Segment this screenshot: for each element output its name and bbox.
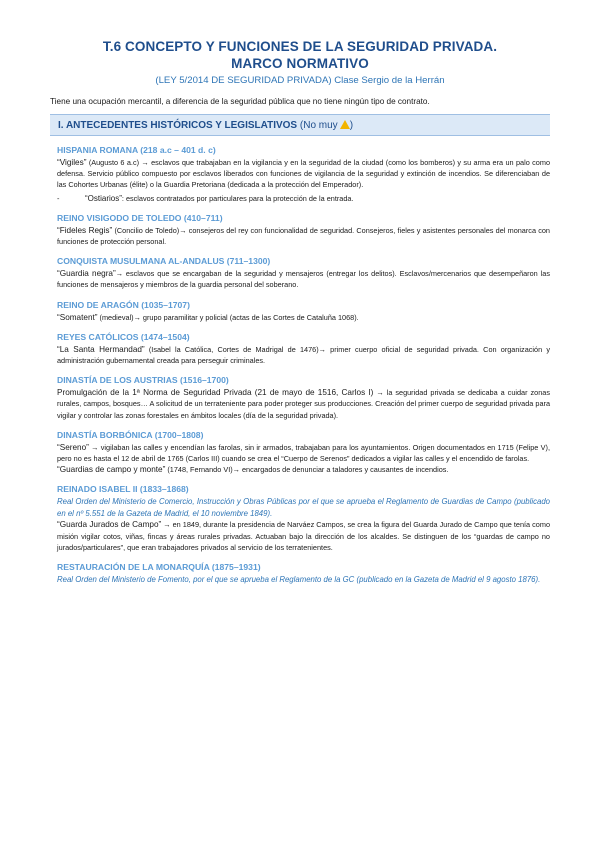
title-line-2: MARCO NORMATIVO <box>231 56 369 71</box>
paragraph-aragon: “Somatent” (medieval)→ grupo paramilitar y policial (actas de las Cortes de Cataluña 1068). <box>57 312 359 322</box>
warning-icon <box>340 120 350 129</box>
heading-aragon: REINO DE ARAGÓN (1035–1707) <box>57 299 190 310</box>
document-subtitle: (LEY 5/2014 DE SEGURIDAD PRIVADA) Clase Sergio de la Herrán <box>155 75 445 86</box>
heading-isabel: REINADO ISABEL II (1833–1868) <box>57 484 189 495</box>
decree-isabel: Real Orden del Ministerio de Comercio, Instrucción y Obras Públicas por el que se aprueba el Reglamento de Guardias de Campo (publicado en el nº 5.551 de la Gazeta de Madrid, el 10 noviembre 1849). <box>57 497 550 518</box>
paragraph-andalus: “Guardia negra”→ esclavos que se encargaban de la seguridad y mensajeros (entregar los delitos). Esclavos/mercenarios que desempeñaron las funciones de mensajeros y miembros de la guardia personal del soberano. <box>57 269 550 290</box>
list-item-ostiarios: - “Ostiarios”: esclavos contratados por particulares para la protección de la entrada. <box>57 193 354 203</box>
heading-austrias: DINASTÍA DE LOS AUSTRIAS (1516–1700) <box>57 375 229 386</box>
heading-restauracion: RESTAURACIÓN DE LA MONARQUÍA (1875–1931) <box>57 562 261 573</box>
heading-hispania: HISPANIA ROMANA (218 a.c – 401 d. c) <box>57 145 216 155</box>
heading-catolicos: REYES CATÓLICOS (1474–1504) <box>57 331 190 342</box>
paragraph-austrias: Promulgación de la 1ª Norma de Seguridad Privada (21 de mayo de 1516, Carlos I) → la seguridad privada se dedicaba a cuidar zonas rurales, campos, bosques… A solicitud de un terrateniente para poder proteger sus producciones. Creación del primer cuerpo de seguridad privada para vigilar y controlar las zonas forestales en ámbitos locales (día de la seguridad privada). <box>57 388 551 420</box>
paragraph-catolicos: “La Santa Hermandad” (Isabel la Católica, Cortes de Madrigal de 1476)→ primer cuerpo oficial de seguridad privada. Con organización y administración gubernamental creada para perseguir criminales. <box>57 344 550 366</box>
paragraph-hispania: “Vigiles” (Augusto 6 a.c) → esclavos que trabajaban en la vigilancia y en la seguridad de la ciudad (como los bomberos) y su arma era un palo como defensa. Servicio público compuesto por esclavos liberados con funciones de vigilancia de la seguridad y extinción de incendios. Se diferenciaban de las Cohortes Urbanas (élite) o la Guardia Pretoriana (dedicada a la protección del Emperador). <box>57 158 550 190</box>
heading-toledo: REINO VISIGODO DE TOLEDO (410–711) <box>57 212 223 223</box>
decree-restauracion: Real Orden del Ministerio de Fomento, por el que se aprueba el Reglamento de la GC (publicado en la Gazeta de Madrid el 9 agosto 1876). <box>57 575 541 585</box>
document-title <box>50 0 550 72</box>
paragraph-sereno: “Sereno” → vigilaban las calles y encendían las farolas, sin ir armados, trabajaban para los ayuntamientos. Origen documentados en 1715 (Felipe V), pero no es hasta el 12 de abril de 1765 (Carlos III) cuando se crea el “Cuerpo de Serenos” dedicados a vigilar las calles y el encendido de farolas. <box>57 442 550 464</box>
heading-andalus: CONQUISTA MUSULMANA AL-ANDALUS (711–1300) <box>57 256 271 267</box>
section-heading <box>50 114 550 136</box>
title-line-1: T.6 CONCEPTO Y FUNCIONES DE LA SEGURIDAD PRIVADA. <box>102 39 498 54</box>
paragraph-toledo: “Fideles Regis” (Concilio de Toledo)→ consejeros del rey con funcionalidad de seguridad. Consejeros, fieles y asistentes personales del monarca con funciones de protección personal. <box>57 225 550 247</box>
intro-text: Tiene una ocupación mercantil, a diferencia de la seguridad pública que no tiene ningún tipo de contrato. <box>50 97 430 106</box>
heading-borbonica: DINASTÍA BORBÓNICA (1700–1808) <box>57 429 204 440</box>
section-content <box>50 145 550 586</box>
paragraph-guardias-campo: “Guardias de campo y monte” (1748, Fernando VI)→ encargados de denunciar a taladores y causantes de incendios. <box>57 465 449 475</box>
paragraph-isabel: “Guarda Jurados de Campo” → en 1849, durante la presidencia de Narváez Campos, se crea la figura del Guarda Jurado de Campo que tenía como misión vigilar cotos, viñas, fincas y áreas rurales privadas. Actuaban bajo la dirección de los alcaldes. Se distinguen de los “guardas de campo no jurados/particulares”, que eran trabajadores privados al servicio de los terratenientes. <box>57 520 550 552</box>
section-note: (No muy ) <box>299 120 354 131</box>
section-title: I. ANTECEDENTES HISTÓRICOS Y LEGISLATIVOS <box>58 120 298 131</box>
